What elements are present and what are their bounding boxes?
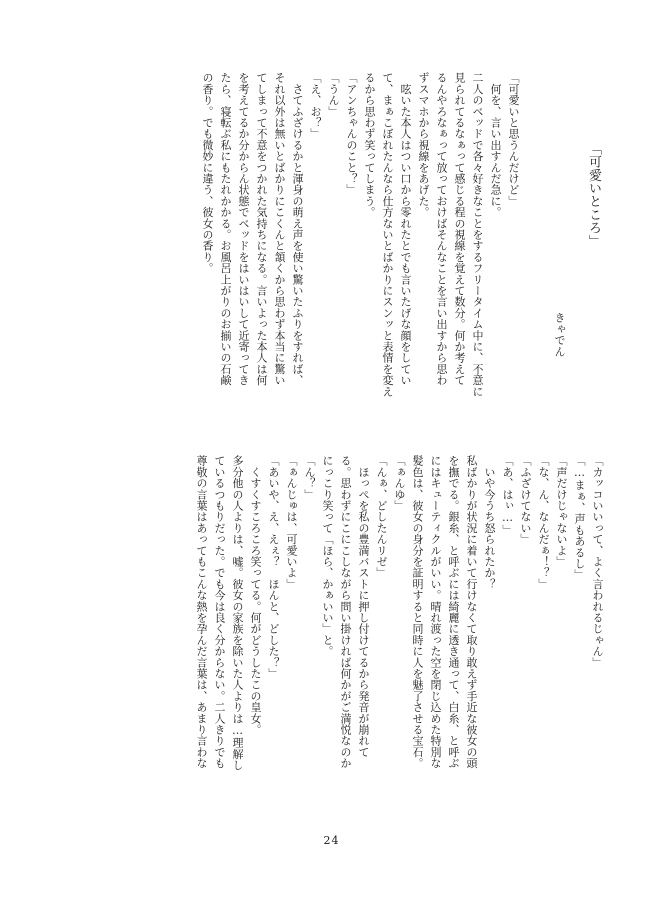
body-line: を考えてるか分からん状態でベッドをはいはいして近寄ってき [237, 72, 250, 386]
body-line: 「カッコいいって、よく言われるじゃん」 [591, 455, 604, 668]
body-line: 私ばかりが状況に着いて行けなくて取り敢えず手近な彼女の頭 [465, 455, 478, 769]
bottom-text-block [92, 455, 606, 795]
top-text-block [92, 72, 606, 412]
body-line: 「ん？」 [303, 455, 316, 500]
body-line: 二人のベッドで各々好きなことをするフリータイム中に、不意に [471, 72, 484, 397]
body-line: 「あいや、え、えぇ？ ほんと、どした？」 [267, 455, 280, 679]
body-line: 多分他の人よりは、嘘。彼女の家族を除いた人よりは…理解し [231, 455, 244, 771]
body-line: 「んぁ、どしたんリゼ」 [375, 455, 388, 579]
body-line: 「うん」 [327, 72, 340, 117]
body-line: たら、寝転ぶ私にもたれかかる。お風呂上がりのお揃いの石鹸 [219, 72, 232, 386]
body-line: 呟いた本人はつい口から零れたとでも言いたげな顔をしてい [399, 72, 412, 386]
body-line: 「え、お？」 [309, 72, 322, 140]
body-line: 何を、言い出すんだ急に。 [489, 72, 502, 218]
author-name: きゃでん [553, 312, 566, 357]
body-line: 「ぁんゆ」 [393, 455, 406, 511]
body-line: 「ぁんじゅは、可愛いよ」 [285, 455, 298, 590]
body-line: る。思わずにこにこしながら問い掛ければ何かがご満悦なのか [339, 455, 352, 769]
body-line: てしまって不意をつかれた気持ちになる。言いよった本人は何 [255, 72, 268, 386]
body-line: いや今うち怒られたか？ [483, 455, 496, 590]
body-line: ほっぺを私の豊満バストに押し付けてるから発音が崩れて [357, 455, 370, 758]
body-line: て、まぁこぼれたんなら仕方ないとばかりにスンッと表情を変え [381, 72, 394, 397]
body-line: 「な、ん、なんだぁ！？」 [537, 455, 550, 590]
body-line: それ以外は無いとばかりにこくんと頷くから思わず本当に驚い [273, 72, 286, 386]
body-line: るから思わず笑ってしまう。 [363, 72, 376, 218]
body-line: 尊敬の言葉はあってもこんな熱を孕んだ言葉は、あまり言わな [195, 455, 208, 769]
body-line: 髪色は、彼女の身分を証明すると同時に人を魅了させる宝石。 [411, 455, 424, 769]
body-line: 「…まぁ、声もあるし」 [573, 455, 586, 581]
body-line: 「可愛いと思うんだけど」 [507, 72, 520, 207]
body-line: 「声だけじゃないよ」 [555, 455, 568, 567]
body-line: 「あ、はぃ…」 [501, 455, 514, 536]
body-line: 見られてるなぁって感じる程の視線を覚えて数分。何か考えて [453, 72, 466, 386]
body-line: くすくすころころ笑ってる。何がどうしたこの皇女。 [249, 455, 262, 735]
body-line: ているつもりだった。でも今は良く分からない。二人きりでも [213, 455, 226, 769]
page-number: 24 [323, 834, 340, 847]
body-line: さてふざけるかと渾身の萌え声を使い驚いたふりをすれば、 [291, 72, 304, 386]
body-line: を撫でる。銀糸、と呼ぶには綺麗に透き通って、白糸、と呼ぶ [447, 455, 460, 769]
body-line: 「アンちゃんのこと？」 [345, 72, 358, 196]
story-title: 「可愛いところ」 [586, 142, 601, 248]
body-line: の香り。でも微妙に違う、彼女の香り。 [201, 72, 214, 274]
body-line: にっこり笑って「ほら、かぁいい」と。 [321, 455, 334, 657]
body-line: 「ふざけてない」 [519, 455, 532, 545]
body-line: るんやろなぁって放っておけばそんなことを言い出すから思わ [435, 72, 448, 386]
body-line: ずスマホから視線をあげた。 [417, 72, 430, 218]
body-line: にはキューティクルがいい。晴れ渡った空を閉じ込めた特別な [429, 455, 442, 769]
